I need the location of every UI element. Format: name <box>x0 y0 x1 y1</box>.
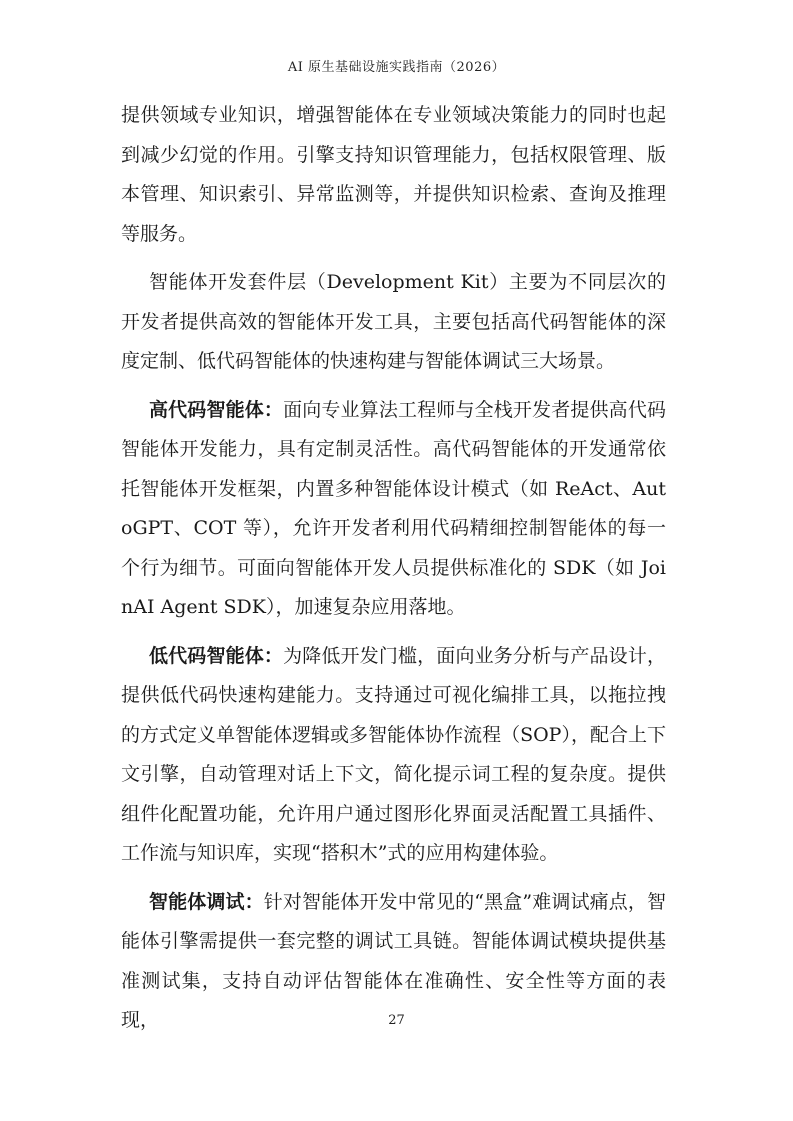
paragraph-text: 智能体开发套件层（Development Kit）主要为不同层次的开发者提供高效的智能体开发工具，主要包括高代码智能体的深度定制、低代码智能体的快速构建与智能体调试三大场景。 <box>121 271 666 372</box>
paragraph-knowledge-engine <box>121 96 666 254</box>
page-header-title: AI 原生基础设施实践指南（2026） <box>287 60 506 75</box>
paragraph-low-code-agent <box>121 637 666 874</box>
paragraph-high-code-agent <box>121 391 666 628</box>
paragraph-development-kit <box>121 263 666 382</box>
paragraph-text: 为降低开发门槛，面向业务分析与产品设计，提供低代码快速构建能力。支持通过可视化编排工具，以拖拉拽的方式定义单智能体逻辑或多智能体协作流程（SOP），配合上下文引擎，自动管理对话上下文，简化提示词工程的复杂度。提供组件化配置功能，允许用户通过图形化界面灵活配置工具插件、工作流与知识库，实现“搭积木”式的应用构建体验。 <box>121 644 666 864</box>
paragraph-heading: 低代码智能体： <box>149 644 284 667</box>
page-number: 27 <box>388 1013 405 1028</box>
paragraph-heading: 高代码智能体： <box>149 398 284 421</box>
paragraph-heading: 智能体调试： <box>149 890 264 913</box>
paragraph-text: 提供领域专业知识，增强智能体在专业领域决策能力的同时也起到减少幻觉的作用。引擎支持知识管理能力，包括权限管理、版本管理、知识索引、异常监测等，并提供知识检索、查询及推理等服务。 <box>121 104 666 245</box>
paragraph-text: 针对智能体开发中常见的“黑盒”难调试痛点，智能体引擎需提供一套完整的调试工具链。智能体调试模块提供基准测试集，支持自动评估智能体在准确性、安全性等方面的表现， <box>121 890 666 1031</box>
paragraph-text: 面向专业算法工程师与全栈开发者提供高代码智能体开发能力，具有定制灵活性。高代码智能体的开发通常依托智能体开发框架，内置多种智能体设计模式（如 ReAct、AutoGPT、COT 等），允许开发者利用代码精细控制智能体的每一个行为细节。可面向智能体开发人员提供标准化的 SDK（如 JoinAI Agent SDK），加速复杂应用落地。 <box>121 398 666 618</box>
document-body <box>121 96 666 1041</box>
